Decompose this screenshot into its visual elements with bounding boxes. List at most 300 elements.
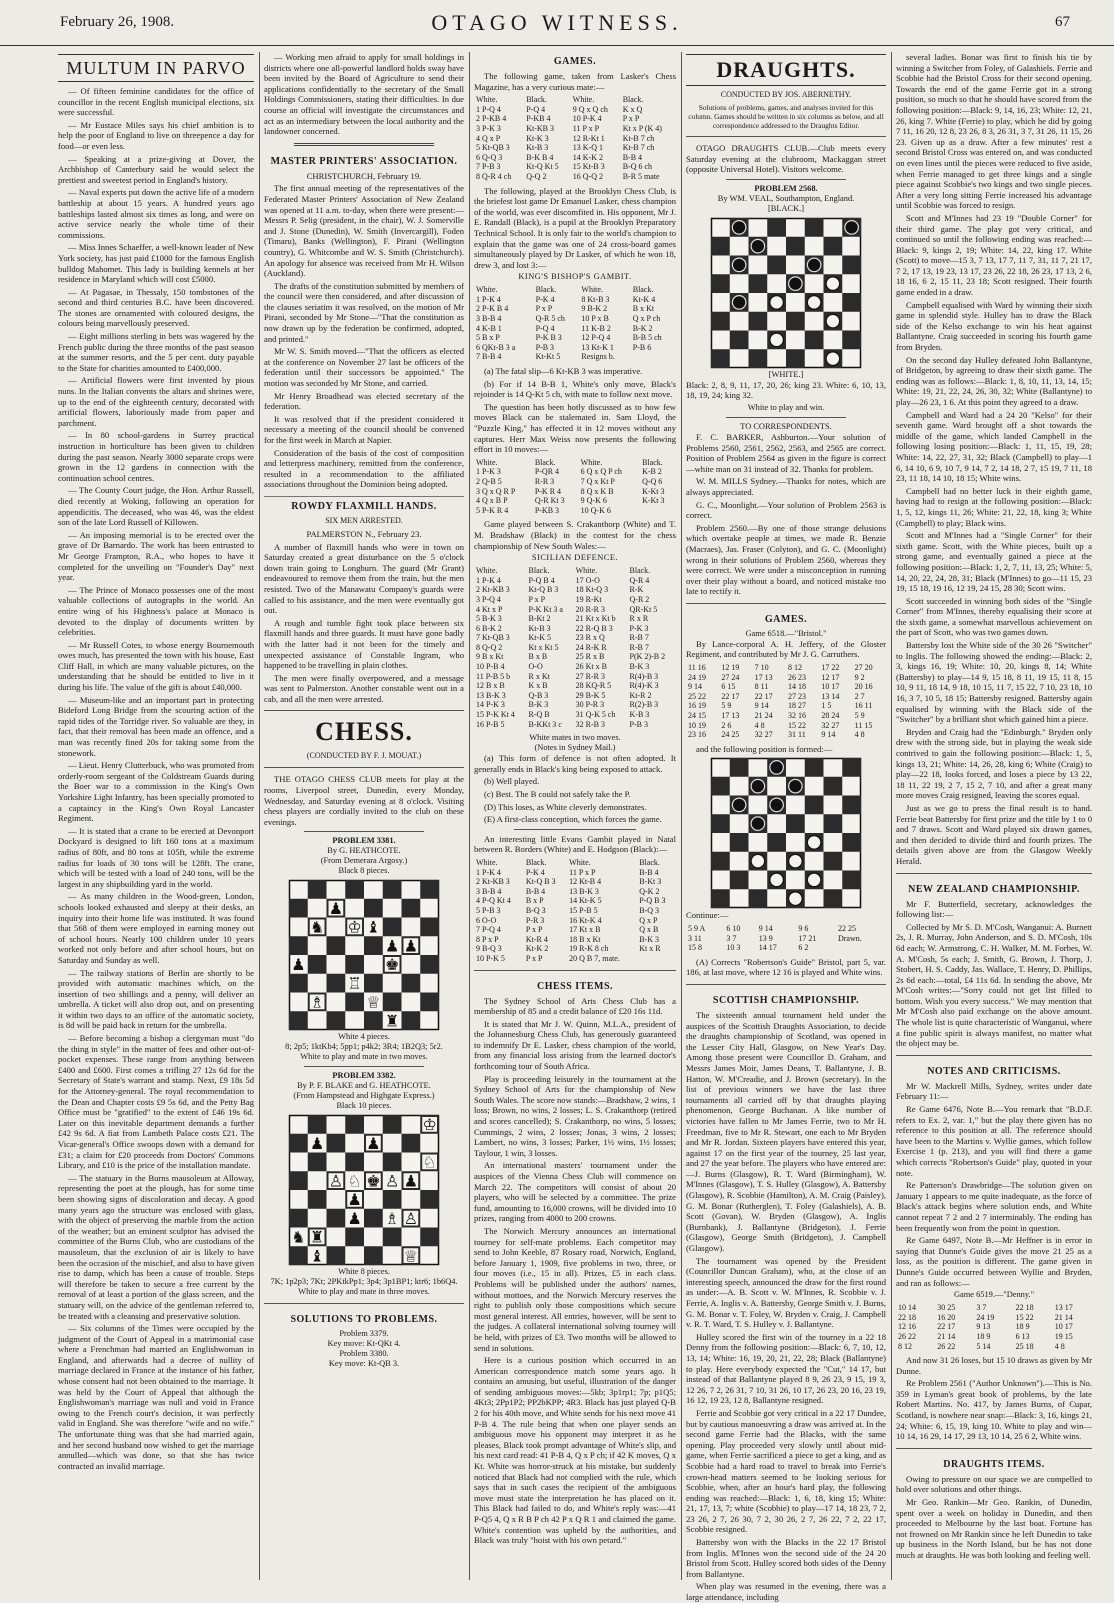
move-cell: 18 9 — [1015, 1322, 1030, 1332]
move-row — [474, 172, 676, 182]
chess-piece-glyph: ♜ — [384, 1011, 400, 1031]
column-header: Black. — [526, 95, 547, 105]
chess-piece-glyph: ♟ — [366, 1134, 381, 1154]
move-cell: Kt-B 3 — [526, 143, 549, 153]
column-header: Black. — [639, 857, 660, 867]
dark-square — [824, 237, 843, 256]
move-cell: 3 7 — [726, 933, 737, 943]
move-cell: 11 P-B 5 b — [476, 671, 511, 681]
dark-square — [308, 1190, 327, 1209]
move-cell: 5 P-B 3 — [476, 905, 501, 915]
stalemate-puzzle-intro: The question has been hotly discussed as to how few moves Black can be stalemated in. Sam Lloyd, the "Puzzle King," has effected it in 12 moves without any captures. Herr Max Weiss now presents the following effort in 10 moves:— — [474, 401, 676, 455]
move-cell: 9 14 — [754, 701, 769, 711]
chess-heading: CHESS. — [315, 717, 413, 747]
move-cell: P-Q 4 — [535, 323, 555, 333]
move-row — [686, 692, 886, 702]
move-row — [474, 916, 676, 926]
move-row — [474, 944, 676, 954]
move-row — [686, 673, 886, 683]
news-paragraph: A rough and tumble fight took place between six flaxmill hands and three guards. It must have gone badly with the latter had it not been for the timely and unexpected assistance of Constable Ingram, who happened to be travelling in plain clothes. — [264, 617, 464, 671]
chess-piece-glyph: ♗ — [309, 992, 325, 1012]
column-header: White. — [476, 457, 498, 467]
move-cell: Kt-Q Kt 5 — [526, 162, 559, 172]
draughts-submission-note: Solutions of problems, games, and analyses invited for this column. Games should be written in six columns as below, and all correspondence addressed to the Draughts Editor. — [688, 103, 884, 130]
game2-opening: KING'S BISHOP'S GAMBIT. — [518, 272, 632, 282]
dark-square — [420, 918, 439, 937]
move-cell: 24 R-K R — [575, 642, 607, 652]
move-cell: 15 Kt-B 3 — [572, 162, 605, 172]
problem-2568-task: White to play and win. — [747, 402, 825, 412]
move-cell: 22 18 — [1015, 1303, 1034, 1313]
divider — [474, 970, 676, 971]
news-paragraph: — As many children in the Wood-green, London, schools looked exhausted and sleepy at their desks, an inquiry into their home life was instituted. It was found that 568 of them were employed in earning money out of school hours. Nearly 100 children under 10 years worked not only before and after school hours, but on Saturday and Sunday as well. — [58, 891, 254, 965]
dark-square — [786, 312, 805, 331]
problem-2568-position: Black: 2, 8, 9, 11, 17, 20, 26; king 23. White: 6, 10, 13, 18, 19, 24; king 32. — [686, 379, 886, 401]
move-cell: B-B 4 — [622, 152, 643, 162]
correspondent-reply: F. C. BARKER, Ashburton.—Your solution of Problems 2560, 2561, 2562, 2563, and 2565 are correct. Position of Problem 2564 as given in the figure is correct—white man on 31 instead of 32. Thanks for problem. — [686, 431, 886, 474]
move-row — [474, 925, 676, 935]
move-cell: 5 Kt-QB 3 — [476, 143, 510, 153]
move-cell: 8 Q-R 4 ch — [476, 171, 512, 181]
move-cell: B-KKt 3 c — [528, 719, 562, 729]
move-cell: 3 B-B 4 — [476, 886, 502, 896]
printers-paragraphs — [264, 183, 464, 490]
dark-square — [730, 330, 749, 349]
dark-square — [842, 330, 861, 349]
dark-square — [730, 758, 749, 777]
game1-moves-table — [474, 95, 676, 181]
move-cell: 18 27 — [787, 701, 806, 711]
move-cell: P-K 3 — [629, 623, 649, 633]
draughts-items-heading: DRAUGHTS ITEMS. — [943, 1458, 1045, 1470]
chess-item: Here is a curious position which occurred in an American correspondence match some years ago. It contains an amusing, but useful, illustration of the danger of sending ambiguous moves:—5kb; 3p1rp1; 7p; p1Q5; 4Kt3; 2Pp1P2; PP2bKPP; 4R3. Black has just played Q-B 2 for his 40th move, and White sends for his next move 41 P-B 4. The rule being that when one player sends an ambiguous move his opponent may interpret it as he pleases, Black took prompt advantage of White's slip, and his next card read: 41 P-B 4, Q x P ch; if 42 K moves, Q x Kt. White was horror-struck at his mistake, but suddenly noticed that Black had not complied with the rule, which says that in such cases the recipient of the ambiguous move must state the interpretation he has placed on it. This Black had failed to do, and White's reply was:—41 P-Q5 4, Q x R B P ch 42 P x Q R 1 and claimed the game. White's contention was upheld by the authorities, and Black was truly "hoist with his own petard." — [474, 1355, 676, 1546]
move-row — [474, 585, 676, 595]
move-row — [686, 924, 886, 934]
move-cell: R(4)-K 3 — [629, 681, 659, 691]
draughts-games-heading: GAMES. — [764, 613, 808, 625]
page-number: 67 — [1055, 14, 1070, 30]
move-cell: 19 R-Kt — [575, 594, 602, 604]
move-cell: Kt x P (K 4) — [622, 123, 662, 133]
chess-piece-glyph: ♙ — [403, 1209, 419, 1229]
game-note: (b) For if 14 B-B 1, White's only move, Black's rejoinder is 14 Q-Kt 5 ch, with mate to follow next move. — [474, 378, 676, 400]
divider — [896, 873, 1092, 874]
dark-square — [402, 899, 421, 918]
column-header: Black. — [534, 457, 556, 467]
game-note: (b) Well played. — [484, 776, 540, 787]
chess-piece-glyph: ♖ — [347, 974, 362, 994]
news-paragraph: Collected by Mr S. D. M'Cosh, Wanganui: A. Burnett 2s, J. R. Murray, John Anderson, and S. D. M'Cosh, 10s 6d each; W. Armstrong, C. H. Walker, M. M. Forbes, W. A. M'Cosh, 5s each; J. Smith, G. Brown, J. Thorp, J. Stobert, H. S. Caddy, Jas. Wallace, T. Henry, D. Phillips, 2s 6d each:—total, £4 11s 6d. In sending the above, Mr M'Cosh writes:—"Sorry could not get list filled to bottom. Wish you every success." We may mention that Mr M'Cosh also paid exchange on the above amount. The whole list is quite characteristic of Wanganui, where a fine public spirit is always manifest, no matter what the object may be. — [896, 921, 1092, 1049]
news-paragraph: — The railway stations of Berlin are shortly to be provided with automatic machines which, on the insertion of two shillings and a penny, will deliver an umbrella. A ticket will also drop out, and on presenting it within two days to an office of the automatic society, is 8d will be paid back in return for the umbrella. — [58, 967, 254, 1031]
move-cell: K-Kt 3 — [642, 486, 665, 496]
move-cell: 3 Q x Q R P — [476, 486, 516, 496]
move-cell: 15 P-K Kt 4 — [476, 710, 515, 720]
column-header: White. — [476, 566, 498, 576]
solution-3380: Problem 3380. — [339, 1349, 389, 1359]
solution-3379: Problem 3379. — [339, 1329, 389, 1339]
printers-dateline: CHRISTCHURCH, February 19. — [306, 170, 422, 181]
column-header: White. — [581, 285, 603, 295]
move-cell: 17 Kt x B — [569, 925, 601, 935]
move-cell: 1 5 — [821, 701, 832, 711]
move-cell: 32 R-B 3 — [575, 719, 605, 729]
move-cell: 6 B-K 2 — [476, 623, 502, 633]
move-cell: 14 Kt-K 5 — [569, 896, 602, 906]
move-row — [686, 682, 886, 692]
chess-piece-glyph: ♚ — [366, 1171, 381, 1191]
move-cell: 27 23 — [787, 691, 806, 701]
column-draughts — [686, 52, 886, 1603]
chess-piece-glyph: ♝ — [309, 1246, 325, 1266]
move-cell: R(2)-B 3 — [629, 700, 659, 710]
move-cell: 1 P-K 4 — [476, 867, 501, 877]
column-header: Black. — [525, 857, 547, 867]
move-cell: 12 16 — [898, 1322, 916, 1332]
dark-square — [805, 758, 824, 777]
move-row — [474, 105, 676, 115]
move-cell: 1 P-K 4 — [476, 575, 501, 585]
move-row — [474, 652, 676, 662]
divider — [686, 984, 886, 985]
move-cell: P x P — [525, 925, 543, 935]
smallholdings-paragraph — [264, 52, 464, 137]
move-row — [474, 672, 676, 682]
divider — [304, 831, 424, 832]
move-cell: B-K 3 — [528, 700, 549, 710]
dark-square — [842, 255, 861, 274]
dark-square — [711, 349, 730, 368]
move-cell: Q x B — [639, 925, 659, 935]
move-cell: 18 B x Kt — [569, 934, 601, 944]
move-cell: 3 P-K 3 — [476, 123, 501, 133]
nz-championship-paragraphs — [896, 899, 1092, 1049]
news-paragraph: It was resolved that if the president considered it necessary a meeting of the council should be convened for the first week in March at Napier. — [264, 413, 464, 445]
move-cell: B-Q 3 — [639, 905, 659, 915]
move-cell: Kt-B 3 — [528, 623, 551, 633]
dark-square — [420, 955, 439, 974]
news-paragraph: Campbell and Ward had a 24 20 "Kelso" for their seventh game. Ward brought off a shot towards the middle of the game, which landed Campbell in the following losing position:—Black: 1, 11, 15, 19, 28; White: 14, 22, 27, 31, 32; Black (Campbell) to play—1 6, 14 10, 6 9, 10 7, 9 14, 7 2, 14 18, 2 7, 15 19, 7 11, 18 23, 11 18, 14 10, 18 15; White wins. — [896, 409, 1092, 484]
move-cell — [640, 506, 676, 516]
move-cell: 5 14 — [976, 1341, 991, 1351]
news-paragraph: Re Game 6497, Note B.—Mr Heffner is in error in saying that Dunne's Guide gives the move 21 25 as a loss, as the position is different. The game given in Dunne's Guide occurred between Wyllie and Bryden, and ran as follows:— — [896, 1235, 1092, 1288]
move-cell: 32 27 — [821, 720, 840, 730]
chess-board-3381 — [264, 880, 464, 1030]
chess-piece-glyph: ♟ — [328, 899, 344, 919]
move-cell: 1 P-K 3 — [476, 467, 501, 477]
news-paragraph: On the second day Hulley defeated John Ballantyne, of Bridgeton, by agreeing to draw their sixth game. The ending was as follows:—Black: 1, 8, 10, 11, 13, 14, 15; White: 19, 21, 22, 24, 26, 30, 32; White (Ballantyne) to play—26 23, 1 6. At this point they agreed to a draw. — [896, 354, 1092, 407]
move-cell: B-K B 4 — [526, 152, 554, 162]
white-draught-piece — [751, 855, 765, 869]
problem-3381-black-count: Black 8 pieces. — [338, 866, 390, 876]
move-cell: 22 25 — [837, 924, 856, 933]
move-cell: Q-Q 6 — [642, 476, 663, 486]
news-paragraph: — Working men afraid to apply for small holdings in districts where one all-powerful landlord holds sway have been invited by the Board of Agriculture to send their applications confidentially to the secretary of the Small Holdings Commissioners, stating their difficulties. In due course an official will investigate the circumstances and act as an intermediary between the local authority and the landowner concerned. — [264, 52, 464, 137]
move-cell: 9 Q-K 6 — [580, 496, 607, 506]
dark-square — [402, 974, 421, 993]
dark-square — [289, 1247, 308, 1266]
move-cell: QR-Kt 5 — [629, 604, 658, 614]
dark-square — [345, 880, 364, 899]
column-chess-games — [474, 52, 676, 1580]
move-cell: 1 P-K 4 — [476, 294, 501, 304]
move-cell: 8 Kt-B 3 — [581, 294, 610, 304]
chess-item: Play is proceeding leisurely in the tournament at the Sydney School of Arts for the championship of New South Wales. The score now stands:—Bradshaw, 2 wins, 1 loss; Brown, no wins, 2 losses; L. S. Crakanthorp (retired and scores cancelled); S. Crakanthorp, no wins, 5 losses; Cummings, 2 wins, 2 losses; Jonas, 3 wins, 2 losses; Lambert, no wins, 3 losses; Parker, 1½ wins, 1½ losses; Taylour, 1 win, 3 losses. — [474, 1073, 676, 1158]
move-cell: 10 17 — [821, 682, 840, 692]
move-cell: 10 19 — [688, 720, 706, 730]
game-note: (a) The fatal slip—6 Kt-KB 3 was imperative. — [484, 366, 643, 377]
move-cell: 7 Kt-QB 3 — [476, 633, 510, 643]
move-cell: 3 B-B 4 — [476, 314, 502, 324]
move-cell: 14 K-K 2 — [572, 152, 603, 162]
move-cell: B-Kt 2 — [528, 614, 551, 624]
move-row — [474, 114, 676, 124]
dark-square — [805, 218, 824, 237]
problem-3381-position: 8; 2p5; 1ktKb4; 5pp1; p4k2; 3R4; 1B2Q3; 5r2. — [285, 1042, 443, 1052]
column-header: Black. — [642, 457, 663, 467]
dark-square — [749, 274, 768, 293]
draughts-heading: DRAUGHTS. — [686, 54, 886, 86]
news-paragraph: — Speaking at a prize-giving at Dover, the Archbishop of Canterbury said he would select the prettiest and sweetest period in England's history. — [58, 153, 254, 185]
game-6518-intro: By Lance-corporal A. H. Jeffery, of the Gloster Regiment, and contributed by Mr J. G. Carruthers. — [686, 638, 886, 660]
move-cell: 15 22 — [787, 720, 806, 730]
move-cell: 5 9 — [721, 701, 732, 711]
draughts-club-notice: OTAGO DRAUGHTS CLUB.—Club meets every Saturday evening at the clubroom, Mackaggan street (opposite Universal Hotel). Visitors welcome. — [686, 143, 886, 175]
draughts-items-paragraphs — [896, 1474, 1092, 1561]
move-cell: 13 B-K 3 — [569, 886, 599, 896]
move-row — [474, 643, 676, 653]
dark-square — [749, 312, 768, 331]
draughts-conductor: CONDUCTED BY JOS. ABERNETHY. — [720, 90, 852, 99]
championship-continued-paragraphs — [896, 52, 1092, 867]
move-cell: P-K Kt 3 a — [528, 604, 563, 614]
move-cell: 9 14 — [821, 730, 836, 740]
move-cell: 27 R-R 3 — [575, 671, 605, 681]
scottish-heading: SCOTTISH CHAMPIONSHIP. — [712, 994, 860, 1006]
move-cell: 30 P-R 3 — [575, 700, 605, 710]
dark-square — [364, 899, 383, 918]
move-row — [686, 943, 886, 953]
column-header: Black. — [535, 285, 557, 295]
move-cell: Q-Q 2 — [526, 171, 547, 181]
white-draught-piece — [826, 314, 840, 328]
move-row — [474, 576, 676, 586]
column-header: Black. — [629, 566, 651, 576]
move-cell: 10 P x B — [581, 314, 609, 324]
notes-criticisms-heading: NOTES AND CRITICISMS. — [927, 1065, 1061, 1077]
move-cell: 32 16 — [787, 711, 806, 721]
black-draught-piece — [807, 258, 821, 272]
chess-item: The Sydney School of Arts Chess Club has a membership of 85 and a credit balance of £20 16s 11d. — [474, 995, 676, 1017]
move-cell: P-Q 4 — [526, 104, 546, 114]
game5-moves-table — [474, 858, 676, 964]
correspondents-heading: TO CORRESPONDENTS. — [740, 421, 832, 431]
scottish-paragraphs — [686, 1010, 886, 1603]
draughts-item: Owing to pressure on our space we are compelled to hold over solutions and other things. — [896, 1473, 1092, 1495]
dark-square — [345, 1228, 364, 1247]
move-cell: 8 11 — [754, 682, 769, 692]
move-cell: P x P — [535, 304, 553, 314]
move-cell: 16 Kt-K 4 — [569, 915, 602, 925]
move-cell: 6 O-O — [476, 915, 497, 925]
news-paragraph: Scott and M'Innes had 23 19 "Double Corner" for their third game. The play got very critical, and continued so until the following ending was reached:—Black: 9, kings 2, 19; White: 14, 22, king 17. White (Scott) to move—15 3, 7 13, 17 7, 11 7, 31, 11 7, 21 17, 7 2, 17 13, 19 23, 13 17, 23 26, 22 18, 26 23, 17 13, 2 6, 18 16, 6 2, 15 11, 23 18; Scott resigned. Their fourth game ended in a draw. — [896, 212, 1092, 298]
move-cell: 4 8 — [754, 720, 765, 730]
move-cell: 22 R-Q B 3 — [575, 623, 613, 633]
move-cell: 4 Q x B P — [476, 496, 508, 506]
game2-intro: The following, played at the Brooklyn Chess Club, is the briefest lost game Dr Emanuel Lasker, chess champion of the world, was ever discomfited in. His opponent, Mr J. E. Randall (Black), is a pupil at the Brooklyn Preparatory Technical School. It is only fair to the world's champion to explain that the game was one of 24 cross-board games simultaneously played by Dr Lasker, of which he won 18, drew 3, and lost 3:— — [474, 185, 676, 270]
game4-moves-table — [474, 566, 676, 729]
move-cell: Q x P — [639, 915, 658, 925]
dark-square — [289, 1209, 308, 1228]
move-cell: Kt-Q B 3 — [528, 585, 559, 595]
move-cell: 11 K-B 2 — [581, 323, 611, 333]
white-draught-piece — [789, 855, 803, 869]
chess-item: The Norwich Mercury announces an international tourney for self-mate problems. Each competitor may send to John Keeble, 87 Rosary road, Norwich, England, before January 1, 1909, five problems in two, three, or four moves (i.e., 15 in all). Prizes, £5 in each class. Problems will be published under the authors' names, without mottoes, and the Norwich Mercury reserves the right to publish only those compositions which secure most general interest. All entries, however, will be sent to the judges. A collateral international solving tourney will be held, with prizes of £3. Two months will be allowed to send in solutions. — [474, 1225, 676, 1353]
move-row — [474, 477, 676, 487]
column-draughts-continued — [896, 52, 1092, 1580]
correspondent-reply: Problem 2560.—By one of those strange delusions which overtake people at times, we made R. Benzie (Macraes), Jas. Fraser (Colyton), and G. C. (Moonlight) wrong in their solutions of Problem 2560, whereas they were correct. We were under a misconception in running over their play without a board, and noticed mistake too late to rectify it. — [686, 522, 886, 597]
move-cell: B x B — [528, 652, 548, 662]
move-cell: 15 8 — [688, 943, 702, 953]
black-draught-piece — [770, 761, 784, 775]
move-row — [474, 595, 676, 605]
move-cell: 16 11 — [854, 701, 873, 711]
move-row — [474, 633, 676, 643]
move-row — [474, 691, 676, 701]
game4-opening: SICILIAN DEFENCE. — [531, 553, 619, 563]
move-row — [474, 333, 676, 343]
move-row — [474, 605, 676, 615]
move-cell: Kt-Kt 5 — [535, 352, 561, 362]
chess-board-3381-diagram — [289, 880, 439, 1030]
move-row — [474, 295, 676, 305]
dark-square — [786, 349, 805, 368]
move-cell: 4 Q x P — [476, 133, 501, 143]
move-cell: 12 R-Kt 1 — [572, 133, 605, 143]
move-row — [474, 877, 676, 887]
move-cell: 10 P-K 5 — [476, 953, 505, 963]
problem-2568-title: PROBLEM 2568. — [754, 183, 818, 193]
dark-square — [824, 852, 843, 871]
move-cell: 26 22 — [898, 1331, 916, 1341]
rowdy-dateline: PALMERSTON N., February 23. — [306, 528, 422, 539]
column-header: Black. — [632, 285, 654, 295]
move-row — [896, 1313, 1092, 1323]
dark-square — [289, 937, 308, 956]
column-header: White. — [572, 95, 595, 105]
move-cell: 27 24 — [721, 672, 740, 682]
move-cell: 3 P-Q 4 — [476, 594, 501, 604]
move-cell: P-K R 4 — [534, 486, 562, 496]
notes-criticisms-paragraphs — [896, 1081, 1092, 1288]
news-paragraph: Battersby won with the Blacks in the 22 17 Bristol from Inglis. M'Innes won the second side of the 24 20 Bristol from Scott. Hulley scored both sides of the Denny from Ballantyne. — [686, 1537, 886, 1579]
move-row — [474, 352, 676, 362]
chess-piece-glyph: ♔ — [347, 917, 362, 937]
column-header: White. — [476, 95, 498, 105]
column-multum-in-parvo — [58, 52, 254, 1580]
dark-square — [383, 1153, 402, 1172]
news-paragraph: — Naval experts put down the active life of a modern battleship at about 15 years. A hundred years ago battleships lasted almost six times as long, and were on active service nearly the whole time of their commissions. — [58, 187, 254, 240]
dark-square — [289, 974, 308, 993]
news-paragraph: Campbell equalised with Ward by winning their sixth game in splendid style. Hulley has to draw the Black side of the Kelso exchange to win his heat against Ballantyne. Craig succeeded in scoring his fourth game from Bryden. — [896, 299, 1092, 353]
move-cell: 22 18 — [898, 1312, 916, 1322]
black-draught-piece — [845, 220, 859, 234]
solution-3379-key: Key move: Kt-QKt 4. — [327, 1339, 401, 1349]
dark-square — [767, 833, 786, 852]
move-cell: 15 P-B 5 — [569, 905, 598, 915]
move-row — [896, 1322, 1092, 1332]
news-paragraph: Bryden and Craig had the "Edinburgh." Bryden only drew with the strong side, but in playing the weak side contrived to gain the following position:—Black: 1, 5, kings 13, 21; White: 14, 26, 28, king 6; White (Craig) to play—22 18, looks forced, and loses a piece by 13 22, 18 11, 22 19, 2 7, 15 2, 7 10, and after a great many more moves Craig resigned, leaving the scores equal. — [896, 726, 1092, 801]
problem-3382-title: PROBLEM 3382. — [332, 1071, 396, 1081]
move-cell: 8 P x P — [476, 934, 499, 944]
column-printers-chess — [264, 52, 464, 1580]
news-paragraph: — It is stated that a crane to be erected at Devonport Dockyard is designed to lift 160 tons at a maximum radius of 80ft, and 80 tons at 105ft, while the extreme radius for loads of 30 tons will be 128ft. The crane, which will be tested with a load of 240 tons, will be the largest in any shipbuilding yard in the world. — [58, 825, 254, 889]
dark-square — [383, 1228, 402, 1247]
dark-square — [842, 833, 861, 852]
game-note: (E) A first-class conception, which forces the game. — [484, 814, 662, 825]
move-cell: P-K 4 — [535, 294, 555, 304]
news-paragraph: — An imposing memorial is to be erected over the grave of Dr Barnardo. The work has been entrusted to Mr George Frampton, R.A., who hopes to have it completed for the unveiling on "Founder's Day" next year. — [58, 529, 254, 583]
draughts-board-6518 — [686, 758, 886, 908]
move-cell: P-K 4 — [525, 867, 545, 877]
divider — [896, 1055, 1092, 1056]
move-cell: 16 20 — [937, 1312, 956, 1322]
dark-square — [842, 758, 861, 777]
move-cell: B-Q 3 — [525, 905, 546, 915]
move-cell: 25 18 — [1015, 1341, 1034, 1351]
move-cell: P-R 3 — [525, 915, 545, 925]
column-header: White. — [476, 285, 498, 295]
move-row — [474, 134, 676, 144]
move-cell: 9 6 — [798, 924, 809, 933]
move-row — [474, 896, 676, 906]
chess-piece-glyph: ♚ — [384, 955, 400, 975]
move-cell: R-Q B — [528, 710, 550, 720]
dark-square — [327, 937, 346, 956]
news-paragraph: several ladies. Bonar was first to finish his tie by winning a Switcher from Foley, of Galashiels. Ferrie and Scobbie had the Bristol Cross for their second opening. Towards the end of the game Ferrie got in a strong position, so much so that he should have scored from the following position:—Black: 9, 14, 16, 23; White: 12, 21, 26, king 7. White (Ferrie) to play, which he did by going 7 11, 16 20, 12 8, 23 26, 8 3, 26 31, 3 7, 31 26, 11 15, 26 23. Given up as a draw. After a few minutes' rest a second Bristol Cross was entered on, and was conducted on even lines until the pieces were reduced to five aside, when Ferrie managed to get three kings and a single piece against Scobbie's two kings and two single pieces. After a very long sitting Ferrie increased his advantage until Scobbie was forced to resign. — [896, 52, 1092, 211]
problem-3382-white-count: White 8 pieces. — [338, 1267, 390, 1277]
black-draught-piece — [770, 799, 784, 813]
move-cell: 9 14 — [758, 924, 773, 933]
game-note: (c) Best. The B could not safely take the P. — [484, 789, 631, 799]
correspondent-reply: W. M. MILLS Sydney.—Thanks for notes, which are always appreciated. — [686, 476, 886, 497]
move-cell: 11 16 — [688, 663, 706, 673]
dark-square — [383, 1115, 402, 1134]
column-header: Black. — [528, 566, 550, 576]
move-row — [474, 124, 676, 134]
news-paragraph: Hulley scored the first win of the tourney in a 22 18 Denny from the following position:—Black: 6, 7, 10, 12, 13, 14; White: 16, 19, 20, 21, 22, 28; Black (Ballantyne) to play. Here everybody expected the "Cut," 14 17, but instead of that Ballantyne played 8 9, 26 23, 9 15, 19 3, 12 26, 7 2, 26 31, 7 10, 31 26, 10 17, 26 23, 20 16, 23 19, 16 12, 19 23, 12 8, Ballantyne resigned. — [686, 1331, 886, 1406]
dark-square — [842, 796, 861, 815]
move-cell: 5 B x P — [476, 333, 500, 343]
chess-item: It is stated that Mr J. W. Quinn, M.L.A., president of the Johannesburg Chess Club, has generously guaranteed to indemnify Dr E. Lasker, chess champion of the world, from any financial loss arising from the learned doctor's forthcoming tour of South Africa. — [474, 1018, 676, 1072]
move-cell: 6 10 — [726, 924, 741, 933]
move-cell: B x Kt — [632, 304, 655, 314]
multum-paragraphs — [58, 86, 254, 1471]
dark-square — [345, 1153, 364, 1172]
move-cell: P x P — [622, 114, 640, 124]
dark-square — [383, 993, 402, 1012]
news-paragraph: The tournament was opened by the President (Councillor Duncan Graham), who, at the close of an interesting speech, announced the draw for the first round as under:—A. B. Scott v. W. M'Innes, R. Scobbie v. J. Ferrie, A. Inglis v. A. Battersby, George Smith v. J. Burns, G. M. Bonar v. T. Foley, W. Bryden v. Craig, J. Campbell v. R. T. Ward, T. S. Hulley v. J. Ballantyne. — [686, 1255, 886, 1330]
move-cell: 14 P-K 3 — [476, 700, 505, 710]
move-row — [896, 1332, 1092, 1342]
move-row — [474, 162, 676, 172]
column-header: White. — [580, 457, 603, 467]
move-cell: 23 R x Q — [575, 633, 605, 643]
column-header: Black. — [622, 95, 644, 105]
move-cell: B-K 3 — [639, 934, 659, 944]
move-cell: 31 Q-K 5 ch — [575, 710, 616, 720]
chess-piece-glyph: ♕ — [403, 1246, 419, 1266]
move-cell: 10 14 — [898, 1303, 916, 1313]
